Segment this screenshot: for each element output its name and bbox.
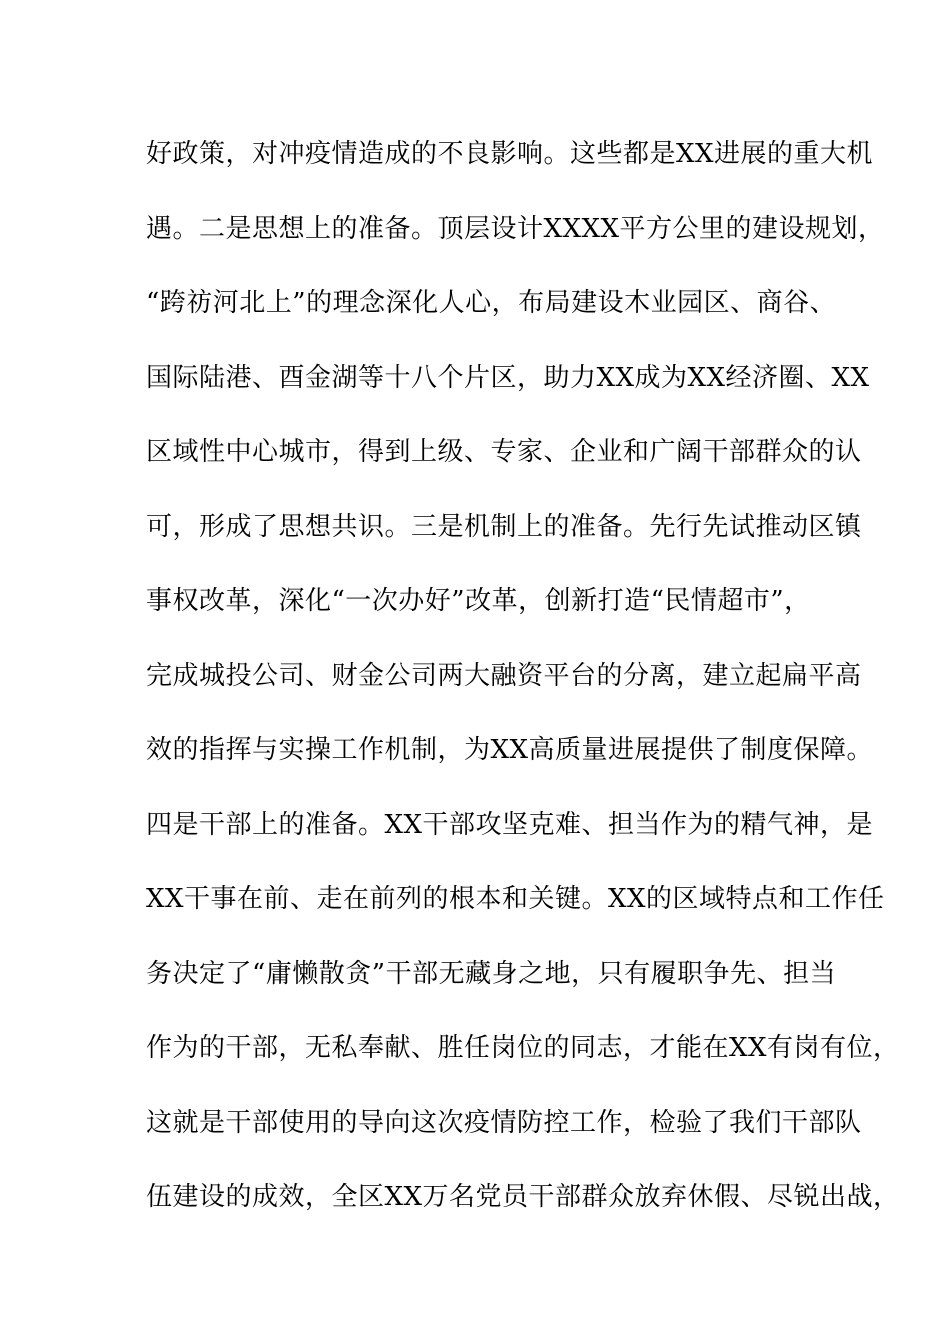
text-line: XX干事在前、走在前列的根本和关键。XX的区域特点和工作任 <box>146 884 885 914</box>
text-line: “跨祊河北上”的理念深化人心，布局建设木业园区、商谷、 <box>146 288 837 318</box>
text-line: 可，形成了思想共识。三是机制上的准备。先行先试推动区镇 <box>146 511 862 542</box>
text-line: 效的指挥与实操工作机制，为XX高质量进展提供了制度保障。 <box>146 735 874 765</box>
text-line: 作为的干部，无私奉献、胜任岗位的同志，才能在XX有岗有位， <box>146 1033 900 1063</box>
text-line: 完成城投公司、财金公司两大融资平台的分离，建立起扁平高 <box>146 660 862 691</box>
text-line: 事权改革，深化“一次办好”改革，创新打造“民情超市”， <box>146 586 811 616</box>
text-line: 好政策，对冲疫情造成的不良影响。这些都是XX进展的重大机 <box>146 139 874 169</box>
body-text <box>146 132 900 1250</box>
text-line: 国际陆港、酉金湖等十八个片区，助力XX成为XX经济圈、XX <box>146 362 870 393</box>
text-line: 四是干部上的准备。XX干部攻坚克难、担当作为的精气神，是 <box>146 809 874 840</box>
text-line: 伍建设的成效，全区XX万名党员干部群众放弃休假、尽锐出战， <box>146 1182 900 1212</box>
text-line: 区域性中心城市，得到上级、专家、企业和广阔干部群众的认 <box>146 437 862 467</box>
text-line: 这就是干部使用的导向这次疫情防控工作，检验了我们干部队 <box>146 1107 862 1138</box>
text-line: 务决定了“庸懒散贪”干部无藏身之地，只有履职争先、担当 <box>146 958 837 989</box>
text-line: 遇。二是思想上的准备。顶层设计XXXX平方公里的建设规划， <box>146 213 885 244</box>
